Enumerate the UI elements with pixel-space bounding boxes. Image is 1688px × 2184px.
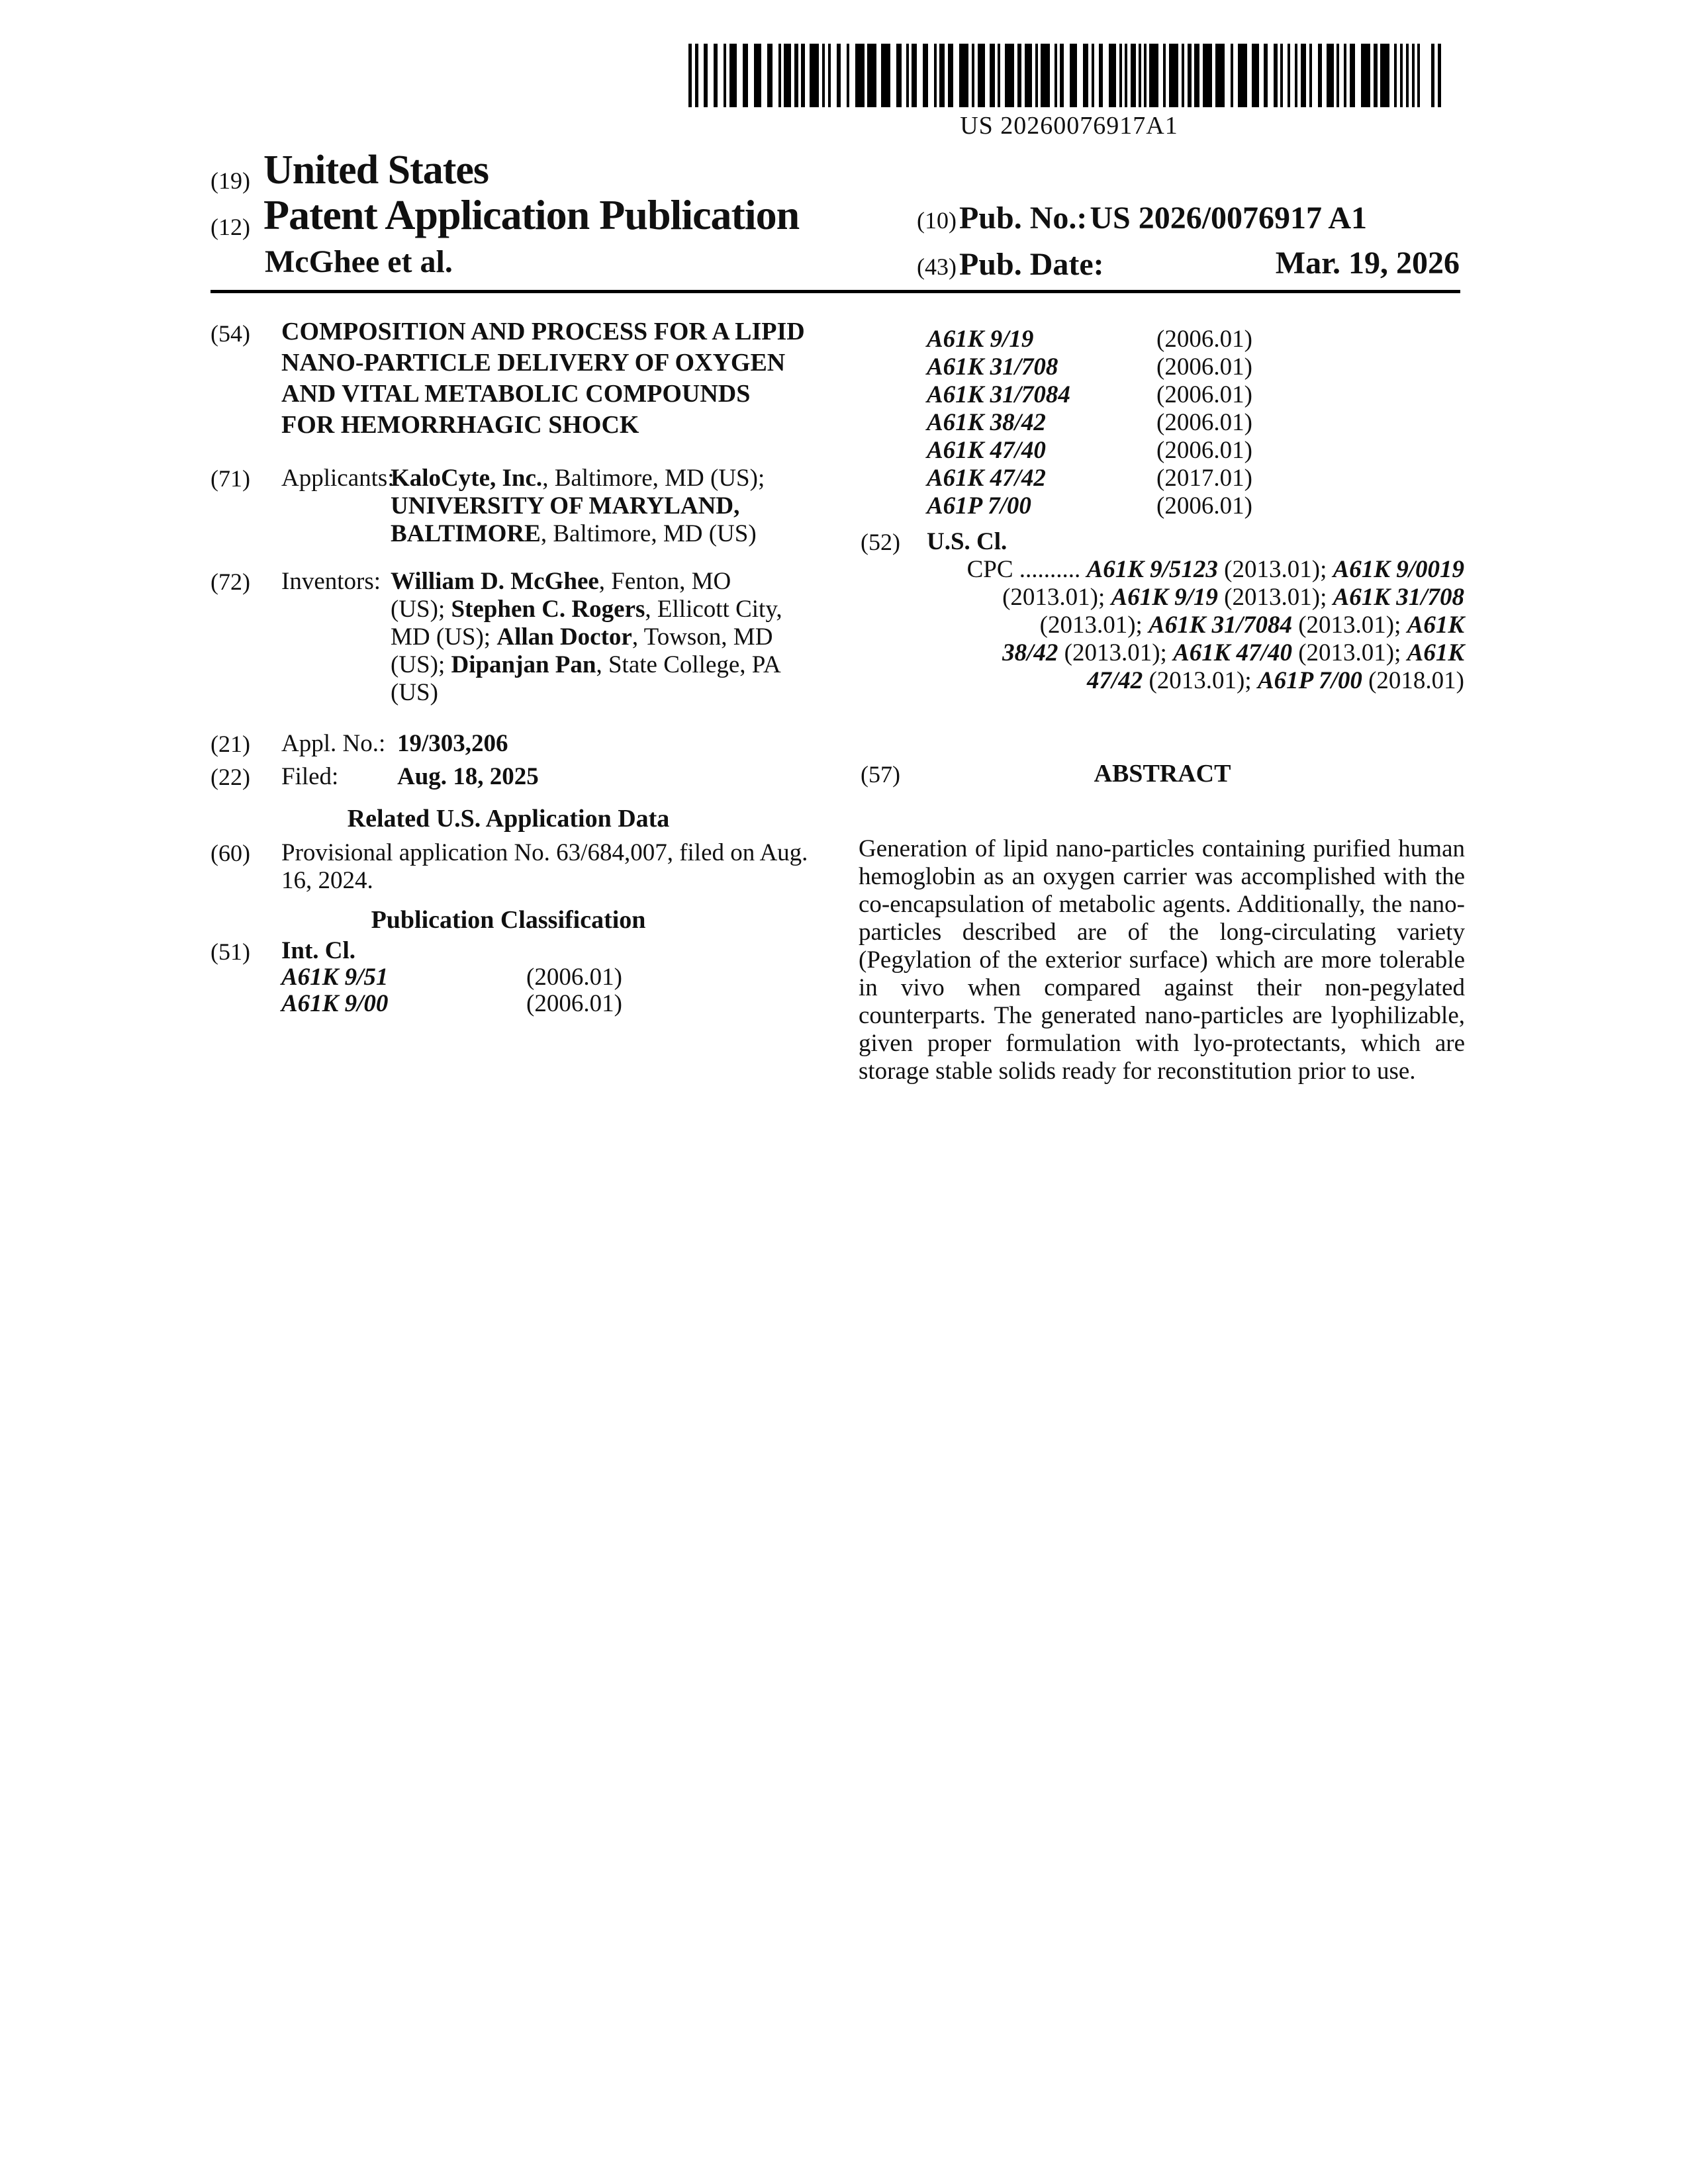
barcode-bar xyxy=(1238,44,1247,107)
emphasized-text: A61K 9/0019 xyxy=(1333,556,1464,583)
emphasized-text: Allan Doctor xyxy=(496,623,632,651)
barcode-gap xyxy=(928,44,934,107)
class-code: A61P 7/00 xyxy=(927,492,1031,520)
title-block xyxy=(211,316,810,441)
pub-date-label: Pub. Date: xyxy=(959,247,1104,282)
int-cl-field-code: (51) xyxy=(211,938,250,965)
cpc-line xyxy=(927,639,1464,667)
applicants-label: Applicants: xyxy=(281,465,395,492)
applicants-value xyxy=(391,465,806,548)
barcode-bar xyxy=(1169,44,1178,107)
barcode-bar xyxy=(1109,44,1116,107)
author-line: McGhee et al. xyxy=(265,244,453,279)
barcode-gap xyxy=(1322,44,1327,107)
emphasized-text: A61P 7/00 xyxy=(1257,667,1362,694)
barcode-bar xyxy=(1194,44,1199,107)
class-version: (2006.01) xyxy=(1156,381,1252,408)
country-name: United States xyxy=(263,148,489,193)
related-data-header: Related U.S. Application Data xyxy=(347,805,670,833)
int-cl-row xyxy=(927,326,1464,353)
country-code: (19) xyxy=(211,167,250,194)
barcode-gap xyxy=(1259,44,1264,107)
barcode-gap xyxy=(1233,44,1238,107)
filed-label: Filed: xyxy=(281,763,339,790)
barcode-gap xyxy=(1094,44,1099,107)
barcode-gap xyxy=(1158,44,1163,107)
barcode-gap xyxy=(773,44,778,107)
barcode-gap xyxy=(737,44,743,107)
plain-text: , Fenton, MO (US); xyxy=(391,568,731,623)
appl-no-field-code: (21) xyxy=(211,731,250,757)
class-code: A61K 9/19 xyxy=(927,326,1034,353)
us-cl-block xyxy=(861,528,1464,695)
barcode-bar xyxy=(729,44,737,107)
barcode-bar xyxy=(896,44,902,107)
barcode-bar xyxy=(1252,44,1259,107)
appl-no-value: 19/303,206 xyxy=(397,730,508,757)
int-cl-block xyxy=(211,938,810,1017)
barcode-gap xyxy=(841,44,847,107)
cpc-line xyxy=(927,556,1464,584)
abstract-header: ABSTRACT xyxy=(1094,760,1231,788)
barcode-bar xyxy=(743,44,748,107)
provisional-field-code: (60) xyxy=(211,840,250,866)
int-cl-label: Int. Cl. xyxy=(281,937,356,964)
cpc-line xyxy=(927,584,1464,612)
plain-text: , Towson, MD (US); xyxy=(391,623,773,678)
barcode-bar xyxy=(1380,44,1389,107)
barcode-gap xyxy=(890,44,896,107)
pub-no-line xyxy=(917,200,1367,236)
appl-no-label: Appl. No.: xyxy=(281,730,386,757)
barcode-gap xyxy=(1355,44,1361,107)
us-cl-field-code: (52) xyxy=(861,529,900,555)
class-version: (2006.01) xyxy=(1156,492,1252,520)
barcode-gap xyxy=(831,44,837,107)
barcode-bar xyxy=(1350,44,1355,107)
class-code: A61K 9/51 xyxy=(281,964,389,991)
barcode-gap xyxy=(805,44,810,107)
inventors-value xyxy=(391,568,791,707)
class-version: (2006.01) xyxy=(526,990,622,1017)
pub-date-code: (43) xyxy=(917,253,957,280)
us-cl-label: U.S. Cl. xyxy=(927,528,1008,555)
barcode-bar xyxy=(1215,44,1225,107)
publication-classification-header: Publication Classification xyxy=(371,906,646,934)
int-cl-row xyxy=(927,353,1464,381)
inventors-block xyxy=(211,568,810,707)
abstract-field-code: (57) xyxy=(861,761,900,788)
plain-text: CPC .......... xyxy=(966,556,1087,583)
provisional-block xyxy=(211,839,820,895)
plain-text: (2013.01); xyxy=(1217,584,1333,611)
provisional-text: Provisional application No. 63/684,007, filed on Aug. 16, 2024. xyxy=(281,839,808,894)
barcode-bar xyxy=(855,44,865,107)
pub-date-value: Mar. 19, 2026 xyxy=(1275,246,1460,281)
barcode-gap xyxy=(761,44,767,107)
barcode-bar xyxy=(754,44,761,107)
header-divider xyxy=(211,290,1460,293)
emphasized-text: A61K 9/5123 xyxy=(1086,556,1218,583)
invention-title: COMPOSITION AND PROCESS FOR A LIPID NANO-PARTICLE DELIVERY OF OXYGEN AND VITAL METABOLIC COMPOUNDS FOR HEMORRHAGIC SHOCK xyxy=(281,318,805,439)
class-code: A61K 31/7084 xyxy=(927,381,1070,408)
plain-text: , Baltimore, MD (US); xyxy=(542,465,765,492)
document-kind: Patent Application Publication xyxy=(263,191,800,238)
class-version: (2006.01) xyxy=(1156,353,1252,381)
barcode-bar xyxy=(1041,44,1050,107)
barcode-gap xyxy=(1268,44,1274,107)
emphasized-text: 38/42 xyxy=(1002,639,1058,666)
plain-text: (2013.01); xyxy=(1291,612,1407,639)
emphasized-text: 47/42 xyxy=(1086,667,1143,694)
cpc-line xyxy=(927,612,1464,639)
barcode-bar xyxy=(1070,44,1077,107)
barcode-bar xyxy=(990,44,995,107)
barcode-bar xyxy=(1301,44,1306,107)
plain-text: (2018.01) xyxy=(1362,667,1464,694)
barcode-bar xyxy=(978,44,985,107)
barcode-gap xyxy=(748,44,754,107)
emphasized-text: A61K 31/7084 xyxy=(1149,612,1292,639)
barcode-bar xyxy=(881,44,890,107)
barcode-bar xyxy=(939,44,945,107)
barcode-bar xyxy=(923,44,928,107)
pub-no-value: US 2026/0076917 A1 xyxy=(1090,201,1368,236)
plain-text: (2013.01); xyxy=(1217,556,1333,583)
emphasized-text: William D. McGhee xyxy=(391,568,599,595)
emphasized-text: A61K 47/40 xyxy=(1173,639,1292,666)
plain-text: (2013.01); xyxy=(1143,667,1258,694)
abstract-text: Generation of lipid nano-particles containing purified human hemoglobin as an oxygen carrier was accomplished with the co-encapsulation of metabolic agents. Additionally, the nano-particles described are of the long-circulating variety (Pegylation of the exterior surface) which are more tolerable in vivo when compared against their non-pegylated counterparts. The generated nano-particles are lyophilizable, given proper formulation with lyo-protectants, which are storage stable solids ready for reconstitution prior to use. xyxy=(859,835,1465,1085)
barcode-bar xyxy=(1438,44,1441,107)
barcode-gap xyxy=(1290,44,1295,107)
barcode-gap xyxy=(1389,44,1394,107)
barcode-gap xyxy=(1426,44,1431,107)
int-cl-row xyxy=(927,381,1464,409)
plain-text: , State College, PA (US) xyxy=(391,651,780,706)
emphasized-text: Dipanjan Pan xyxy=(451,651,596,678)
barcode-bar xyxy=(767,44,773,107)
barcode-gap xyxy=(1247,44,1252,107)
barcode-gap xyxy=(849,44,855,107)
barcode-gap xyxy=(985,44,990,107)
barcode-gap xyxy=(1000,44,1005,107)
int-cl-left-list xyxy=(281,964,810,1017)
pub-no-code: (10) xyxy=(917,207,957,234)
class-code: A61K 47/40 xyxy=(927,437,1046,464)
emphasized-text: A61K xyxy=(1407,612,1464,639)
int-cl-right-list xyxy=(927,326,1464,520)
filed-block xyxy=(211,763,810,791)
barcode-gap xyxy=(1312,44,1318,107)
class-code: A61K 9/00 xyxy=(281,990,389,1017)
emphasized-text: A61K xyxy=(1407,639,1464,666)
emphasized-text: UNIVERSITY OF MARYLAND, BALTIMORE xyxy=(391,492,740,547)
inventors-field-code: (72) xyxy=(211,569,250,595)
class-code: A61K 38/42 xyxy=(927,409,1046,436)
barcode-gap xyxy=(1050,44,1055,107)
barcode-bar xyxy=(1131,44,1136,107)
barcode-bar xyxy=(784,44,791,107)
plain-text: , Ellicott City, MD (US); xyxy=(391,596,782,651)
barcode-bar xyxy=(1361,44,1370,107)
emphasized-text: A61K 9/19 xyxy=(1111,584,1218,611)
barcode-bar xyxy=(959,44,968,107)
kind-code: (12) xyxy=(211,214,250,240)
cpc-line xyxy=(927,667,1464,695)
barcode-bar xyxy=(810,44,819,107)
class-code: A61K 31/708 xyxy=(927,353,1058,381)
barcode-gap xyxy=(718,44,724,107)
barcode-bar xyxy=(1005,44,1014,107)
int-cl-row xyxy=(927,465,1464,492)
barcode-bar xyxy=(1327,44,1334,107)
int-cl-row xyxy=(927,492,1464,520)
int-cl-row xyxy=(281,964,810,991)
barcode-gap xyxy=(1064,44,1070,107)
int-cl-row xyxy=(927,409,1464,437)
filed-value: Aug. 18, 2025 xyxy=(397,763,539,790)
plain-text: (2013.01); xyxy=(1039,612,1149,639)
class-version: (2006.01) xyxy=(526,964,622,991)
class-version: (2017.01) xyxy=(1156,465,1252,492)
filed-field-code: (22) xyxy=(211,764,250,790)
abstract-header-block xyxy=(861,759,1464,788)
applicants-field-code: (71) xyxy=(211,465,250,492)
class-version: (2006.01) xyxy=(1156,437,1252,464)
applicants-block xyxy=(211,465,810,548)
barcode xyxy=(688,44,1450,107)
class-version: (2006.01) xyxy=(1156,409,1252,436)
emphasized-text: A61K 31/708 xyxy=(1333,584,1464,611)
barcode-gap xyxy=(902,44,906,107)
int-cl-row xyxy=(281,991,810,1017)
plain-text: , Baltimore, MD (US) xyxy=(540,520,757,547)
barcode-bar xyxy=(1149,44,1158,107)
barcode-gap xyxy=(1283,44,1288,107)
int-cl-row xyxy=(927,437,1464,465)
barcode-gap xyxy=(698,44,704,107)
plain-text: (2013.01); xyxy=(1291,639,1407,666)
emphasized-text: Stephen C. Rogers xyxy=(451,596,645,623)
class-code: A61K 47/42 xyxy=(927,465,1046,492)
barcode-gap xyxy=(917,44,923,107)
emphasized-text: KaloCyte, Inc. xyxy=(391,465,543,492)
barcode-gap xyxy=(1339,44,1344,107)
barcode-number: US 20260076917A1 xyxy=(960,112,1178,140)
barcode-gap xyxy=(1103,44,1109,107)
appl-no-block xyxy=(211,730,810,758)
barcode-bar xyxy=(948,44,953,107)
plain-text: (2013.01); xyxy=(1002,584,1111,611)
pub-no-label: Pub. No.: xyxy=(959,201,1088,236)
barcode-gap xyxy=(708,44,714,107)
barcode-bar xyxy=(912,44,917,107)
barcode-gap xyxy=(876,44,881,107)
pub-date-line xyxy=(917,246,1460,283)
barcode-gap xyxy=(1077,44,1083,107)
class-version: (2006.01) xyxy=(1156,326,1252,353)
barcode-bar xyxy=(867,44,876,107)
barcode-gap xyxy=(1420,44,1426,107)
inventors-label: Inventors: xyxy=(281,568,381,595)
barcode-gap xyxy=(953,44,959,107)
barcode-bar xyxy=(1083,44,1088,107)
barcode-gap xyxy=(1225,44,1231,107)
barcode-bar xyxy=(1203,44,1212,107)
barcode-bar xyxy=(1025,44,1032,107)
plain-text: (2013.01); xyxy=(1058,639,1174,666)
title-field-code: (54) xyxy=(211,320,250,347)
cpc-classification xyxy=(927,556,1464,695)
